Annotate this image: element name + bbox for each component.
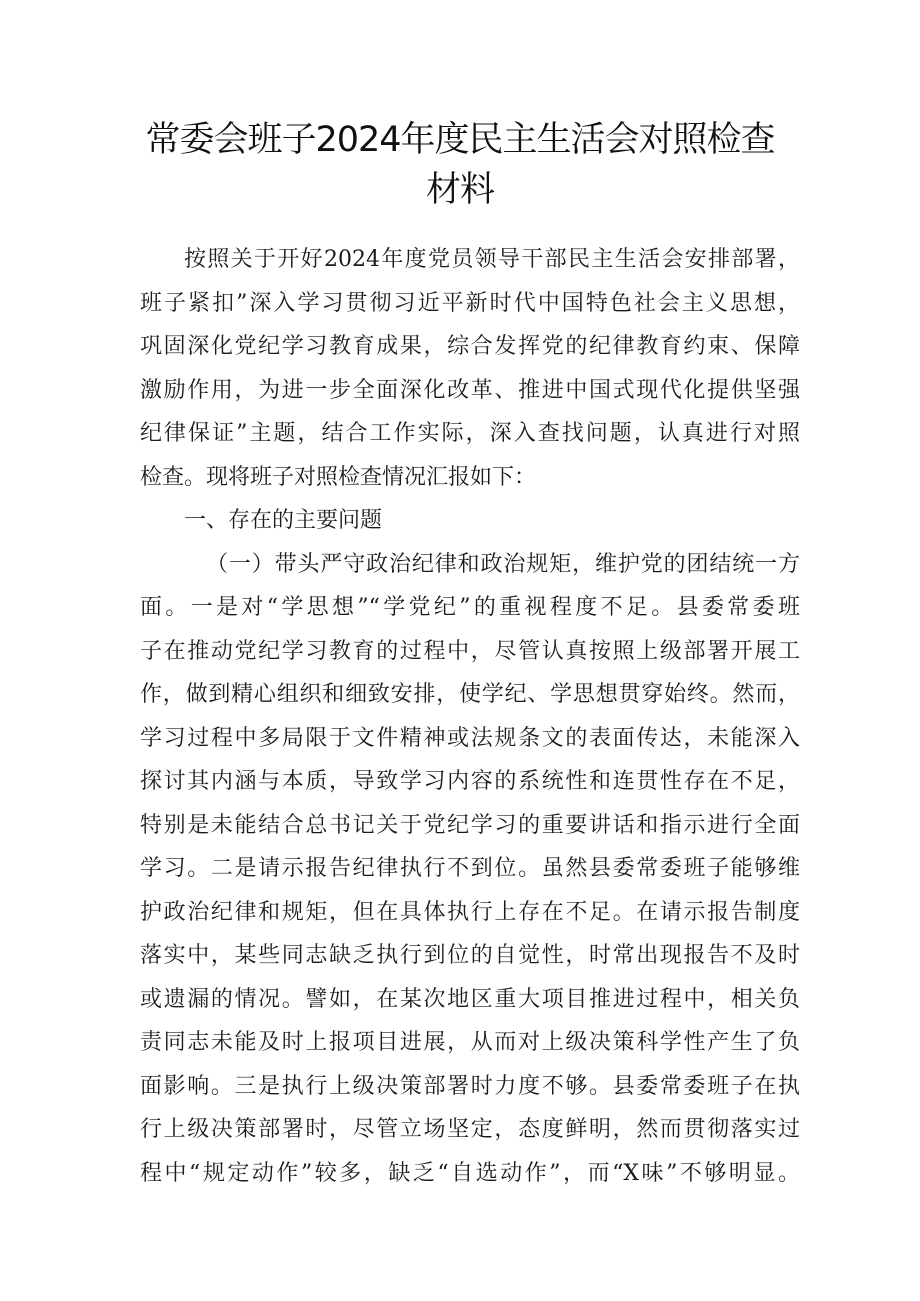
paragraph-line: 面影响。三是执行上级决策部署时力度不够。县委常委班子在执 xyxy=(140,1073,800,1099)
paragraph-line: 子在推动党纪学习教育的过程中，尽管认真按照上级部署开展工 xyxy=(140,638,800,664)
paragraph-line: 特别是未能结合总书记关于党纪学习的重要讲话和指示进行全面 xyxy=(140,812,800,838)
paragraph-line: 行上级决策部署时，尽管立场坚定，态度鲜明，然而贯彻落实过 xyxy=(140,1117,800,1142)
paragraph-line: 激励作用，为进一步全面深化改革、推进中国式现代化提供坚强 xyxy=(140,377,800,403)
paragraph-line: （一）带头严守政治纪律和政治规矩，维护党的团结统一方 xyxy=(206,551,800,577)
paragraph-line: 责同志未能及时上报项目进展，从而对上级决策科学性产生了负 xyxy=(140,1030,800,1055)
problem-paragraph xyxy=(140,543,800,1196)
paragraph-line: 探讨其内涵与本质，导致学习内容的系统性和连贯性存在不足， xyxy=(140,769,800,794)
paragraph-line: 巩固深化党纪学习教育成果，综合发挥党的纪律教育约束、保障 xyxy=(140,334,800,359)
paragraph-line: 纪律保证”主题，结合工作实际，深入查找问题，认真进行对照 xyxy=(140,421,800,446)
paragraph-line: 学习过程中多局限于文件精神或法规条文的表面传达，未能深入 xyxy=(140,725,800,751)
paragraph-line: 按照关于开好2024年度党员领导干部民主生活会安排部署， xyxy=(184,247,800,272)
intro-paragraph xyxy=(140,238,800,499)
paragraph-line: 落实中，某些同志缺乏执行到位的自觉性，时常出现报告不及时 xyxy=(140,943,800,968)
document-body xyxy=(140,238,800,1195)
paragraph-line: 检查。现将班子对照检查情况汇报如下： xyxy=(140,464,537,490)
paragraph-line: 学习。二是请示报告纪律执行不到位。虽然县委常委班子能够维 xyxy=(140,856,800,881)
section-heading: 一、存在的主要问题 xyxy=(184,508,383,533)
paragraph-line: 护政治纪律和规矩，但在具体执行上存在不足。在请示报告制度 xyxy=(140,899,800,925)
paragraph-line: 班子紧扣”深入学习贯彻习近平新时代中国特色社会主义思想， xyxy=(140,290,800,316)
document-title-line-1: 常委会班子2024年度民主生活会对照检查 xyxy=(145,120,775,160)
document-title-line-2: 材料 xyxy=(425,170,494,210)
paragraph-line: 作，做到精心组织和细致安排，使学纪、学思想贯穿始终。然而， xyxy=(140,682,800,707)
paragraph-line: 面。一是对“学思想”“学党纪”的重视程度不足。县委常委班 xyxy=(140,595,800,620)
paragraph-line: 或遗漏的情况。譬如，在某次地区重大项目推进过程中，相关负 xyxy=(140,986,800,1012)
paragraph-line: 程中“规定动作”较多，缺乏“自选动作”，而“X味”不够明显。 xyxy=(140,1160,800,1186)
